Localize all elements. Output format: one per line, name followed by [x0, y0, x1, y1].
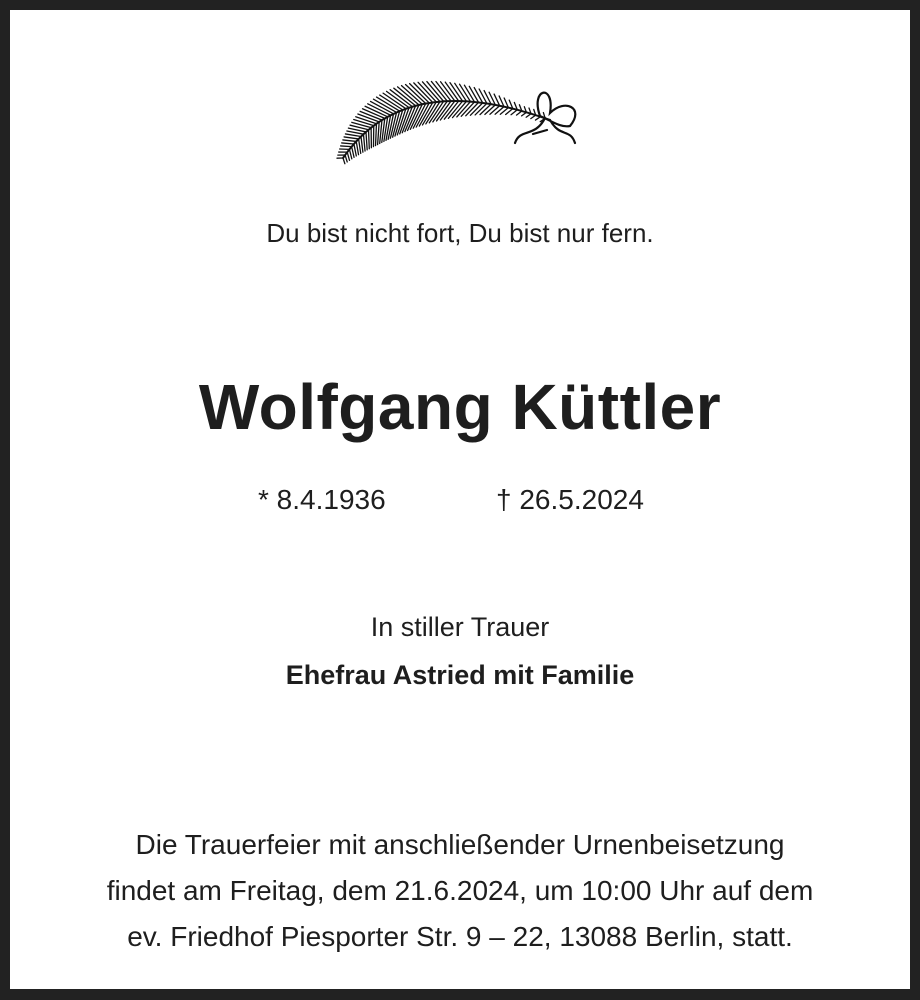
birth-date: * 8.4.1936 [258, 484, 386, 515]
memorial-quote: Du bist nicht fort, Du bist nur fern. [266, 218, 654, 248]
funeral-notice [0, 822, 920, 960]
mourners-names: Ehefrau Astried mit Familie [285, 660, 635, 690]
death-date: † 26.5.2024 [496, 484, 644, 515]
funeral-notice-line: findet am Freitag, dem 21.6.2024, um 10:00 Uhr auf dem [106, 875, 814, 906]
mourners-intro: In stiller Trauer [370, 612, 550, 642]
deceased-name: Wolfgang Küttler [198, 371, 722, 443]
funeral-notice-line: ev. Friedhof Piesporter Str. 9 – 22, 13088 Berlin, statt. [127, 921, 793, 952]
funeral-notice-line: Die Trauerfeier mit anschließender Urnenbeisetzung [135, 829, 785, 860]
palm-frond-icon [335, 58, 585, 166]
